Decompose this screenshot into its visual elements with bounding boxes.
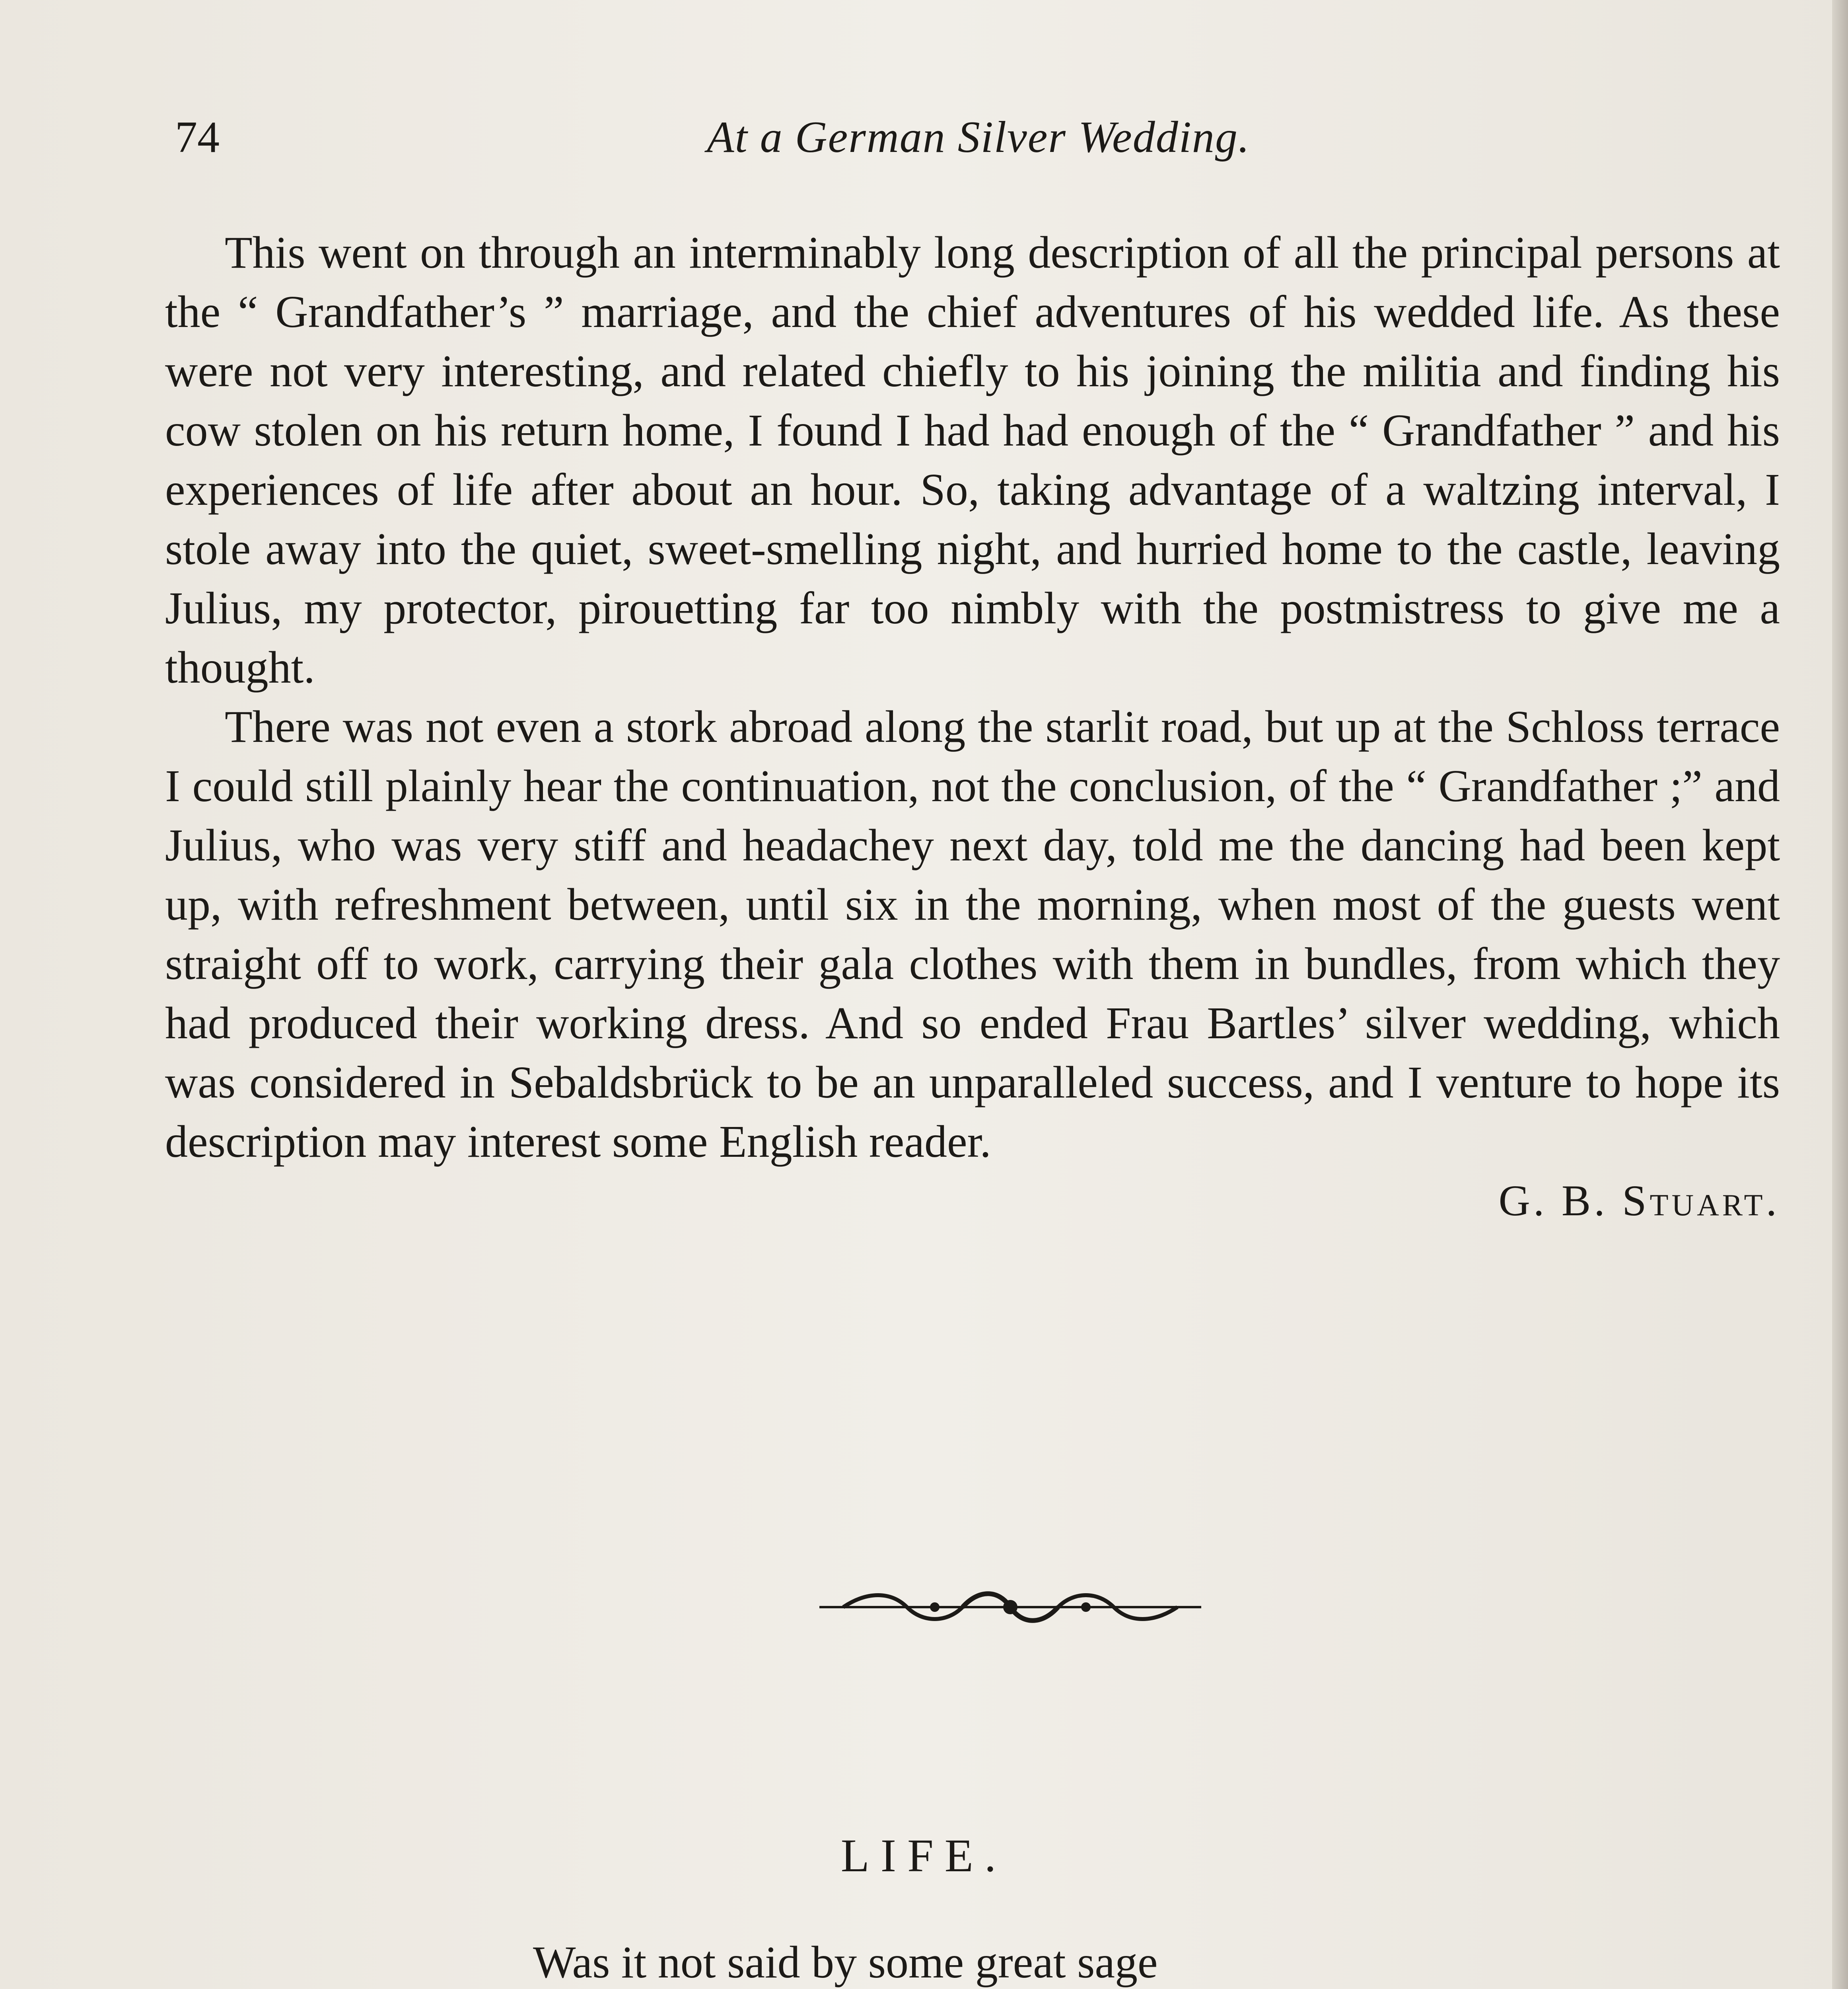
running-title: At a German Silver Wedding. [707,113,1250,162]
stanza [533,1933,1647,1989]
page-edge [1832,0,1848,1989]
prose-section [165,223,1780,1230]
prose-signature-text: G. B. Stuart. [1498,1176,1780,1225]
poem-line: Was it not said by some great sage [533,1937,1158,1987]
page-number: 74 [175,113,220,162]
page-header [175,107,1782,167]
ornament-divider-icon [819,1589,1201,1625]
poem-title: LIFE. [840,1829,1008,1882]
paragraph: There was not even a stork abroad along the starlit road, but up at the Schloss terrace I could still plainly hear the continuation, not the conclusion, of the “ Grandfather ;” and Julius, who was very stiff and headachey next day, told me the dancing had been kept up, with refreshment between, until six in the morning, when most of the guests went straight off to work, carrying their gala clothes with them in bundles, from which they had produced their working dress. And so ended Frau Bartles’ silver wedding, which was considered in Sebaldsbrück to be an unparalleled success, and I venture to hope its description may interest some English reader. [165,701,1780,1167]
prose-signature [165,1171,1780,1230]
paragraph: This went on through an interminably long description of all the principal persons at the “ Grandfather’s ” marriage, and the chief adventures of his wedded life. As these were not very interesting, and related chiefly to his joining the militia and finding his cow stolen on his return home, I found I had had enough of the “ Grandfather ” and his experiences of life after about an hour. So, taking advantage of a waltzing interval, I stole away into the quiet, sweet-smelling night, and hurried home to the castle, leaving Julius, my protector, pirouetting far too nimbly with the postmistress to give me a thought. [165,227,1780,693]
poem-body [533,1933,1647,1989]
